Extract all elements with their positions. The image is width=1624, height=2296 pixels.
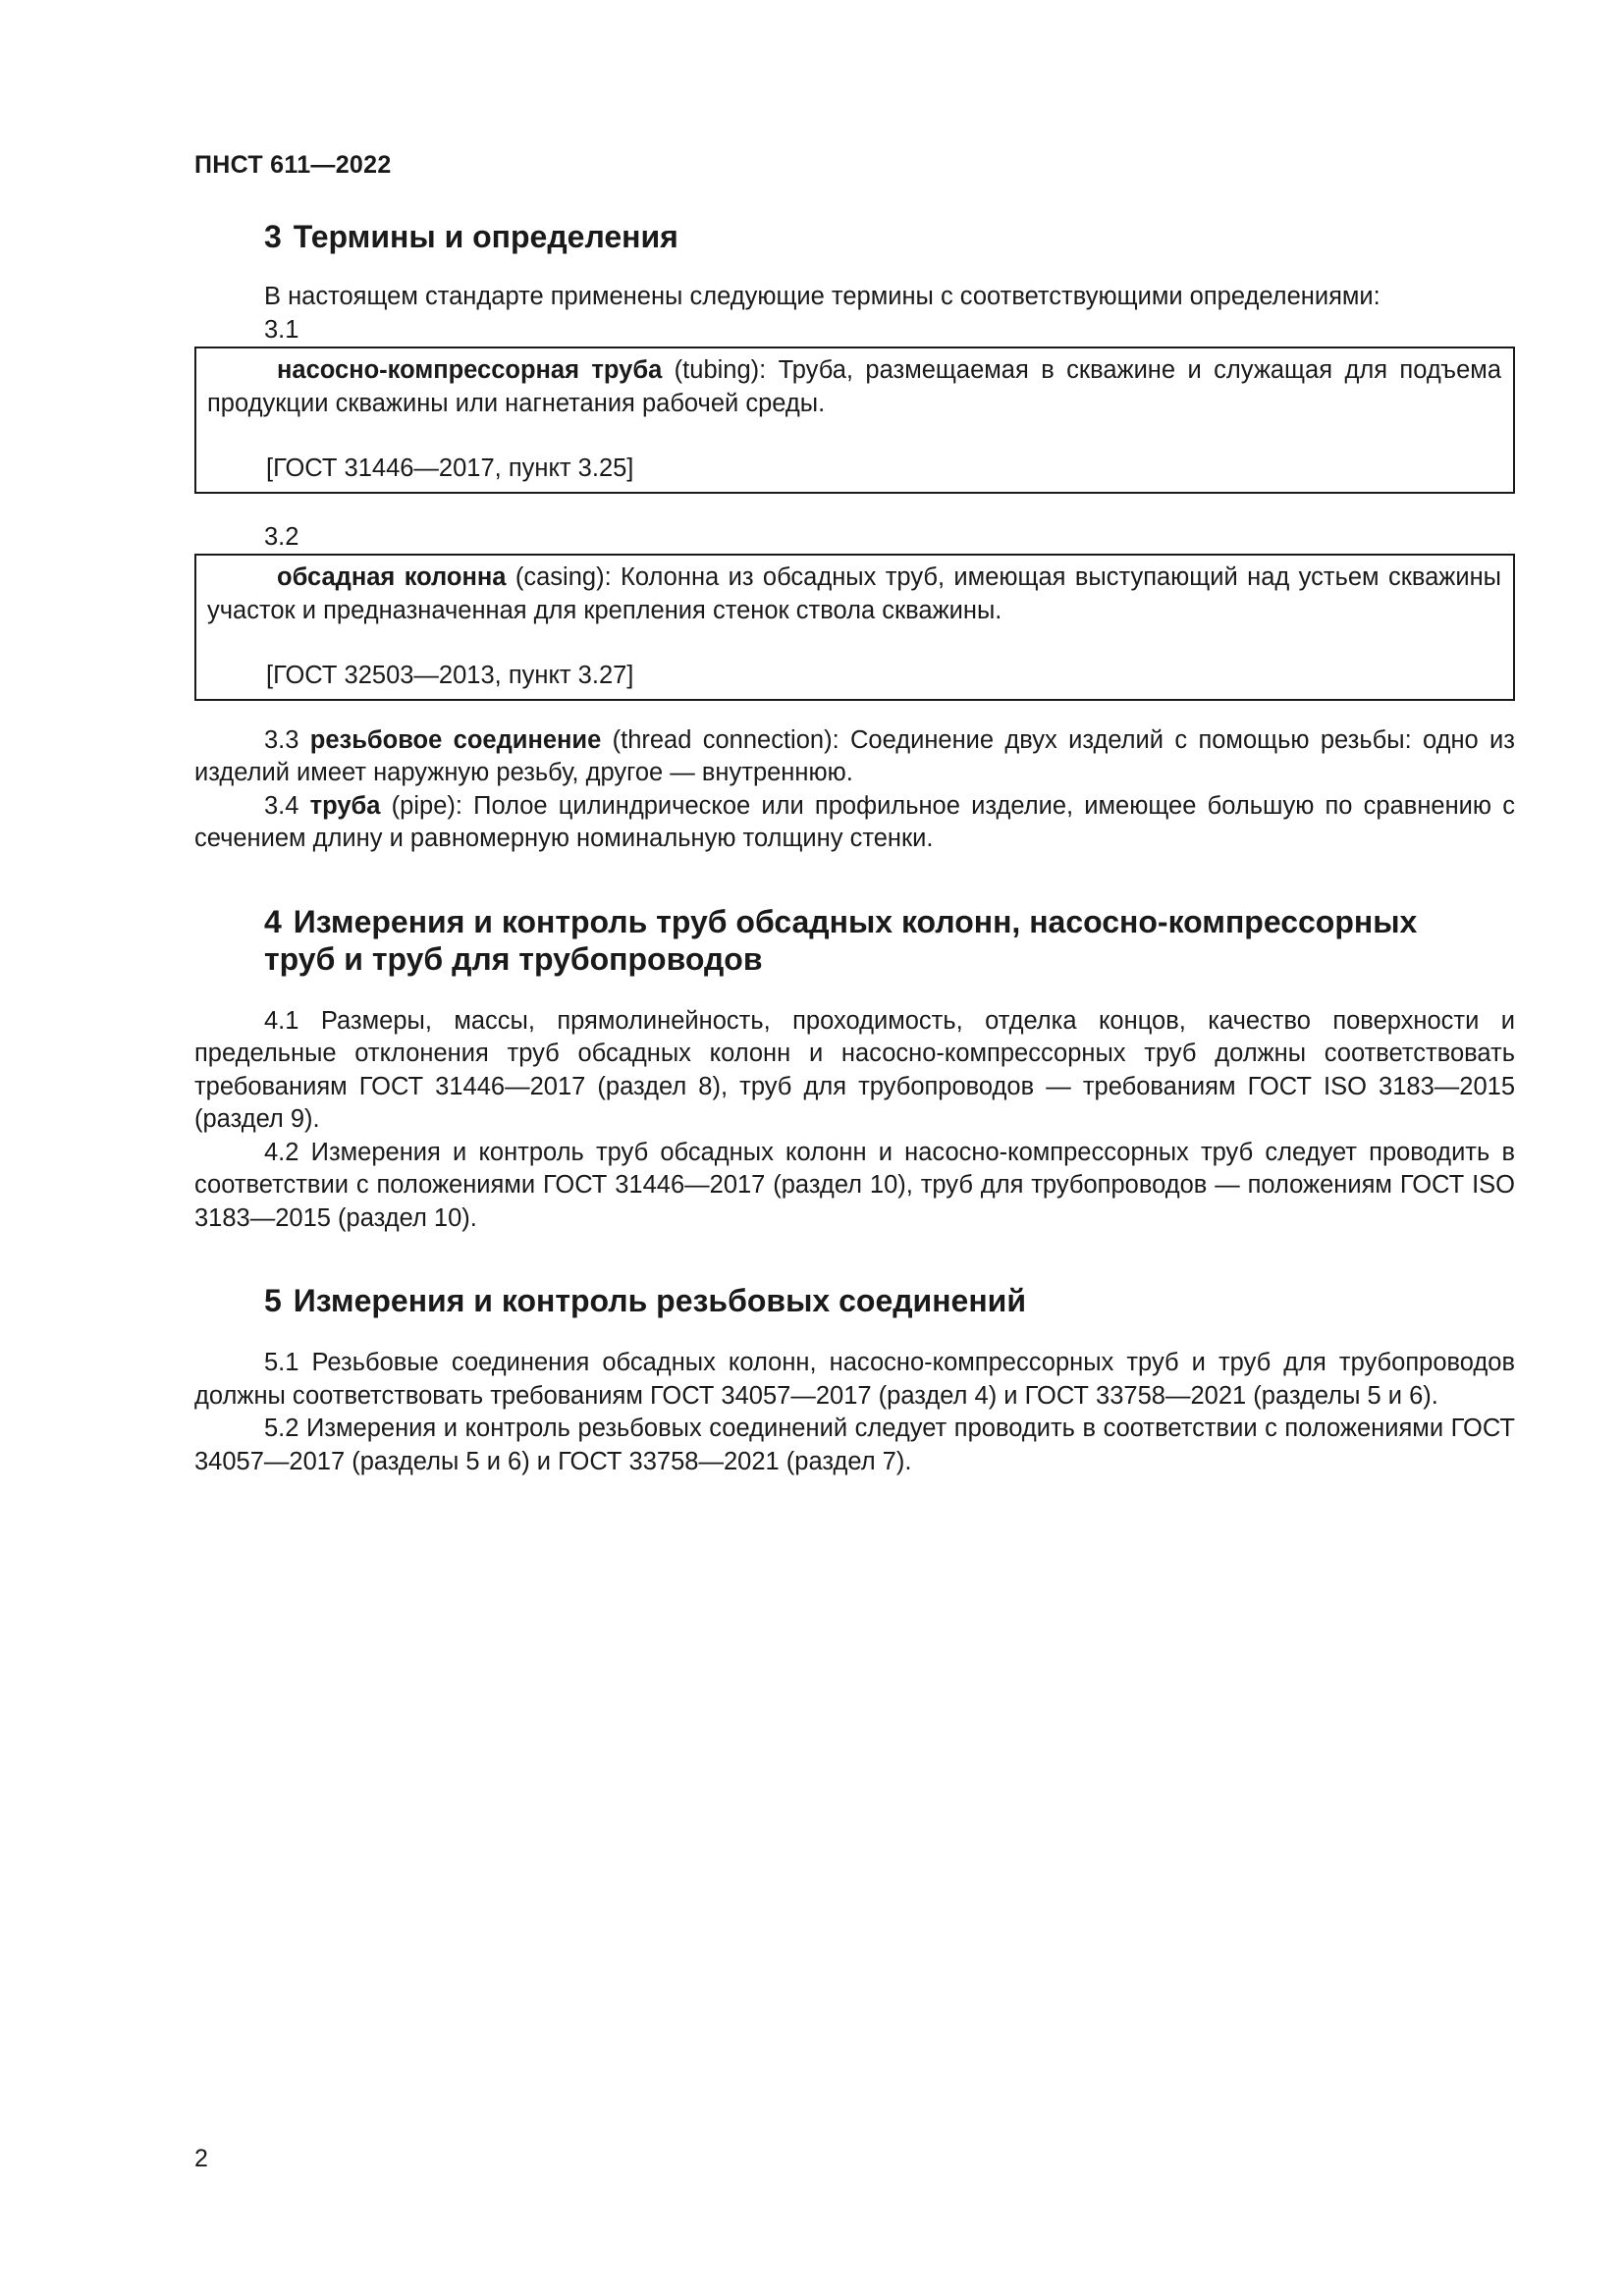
section-4-paragraph-1: 4.1 Размеры, массы, прямолинейность, проходимость, отделка концов, качество поверхности и предельные отклонения труб обсадных колонн и насосно-компрессорных труб должны соответствовать требованиям ГОСТ 31446—2017 (раздел 8), труб для трубопроводов — требованиям ГОСТ ISO 3183—2015 (раздел 9). <box>194 1006 1515 1133</box>
section-4-title: Измерения и контроль труб обсадных колонн, насосно-компрессорных труб и труб для трубопроводов <box>264 903 1418 977</box>
term-3-3-text <box>194 724 1515 790</box>
term-3-1-text <box>207 354 1501 420</box>
section-3-intro: В настоящем стандарте применены следующие термины с соответствующими определениями: <box>264 283 1380 310</box>
document-body <box>194 218 1515 1478</box>
section-4-number: 4 <box>264 903 282 939</box>
section-5-number: 5 <box>264 1283 282 1318</box>
section-5-heading <box>194 1282 1515 1319</box>
section-4-paragraph-2: 4.2 Измерения и контроль труб обсадных колонн и насосно-компрессорных труб следует проводить в соответствии с положениями ГОСТ 31446—2017 (раздел 10), труб для трубопроводов — положениям ГОСТ ISO 3183—2015 (раздел 10). <box>194 1138 1515 1232</box>
section-3-heading <box>194 218 1515 255</box>
term-3-2-reference: [ГОСТ 32503—2013, пункт 3.27] <box>266 662 634 689</box>
term-3-2-text <box>207 561 1501 627</box>
section-3-number: 3 <box>264 219 282 254</box>
term-3-2-term: обсадная колонна <box>277 563 507 591</box>
term-3-4-definition: (pipe): Полое цилиндрическое или профильное изделие, имеющее большую по сравнению с сечением длину и равномерную номинальную толщину стенки. <box>194 791 1515 852</box>
term-3-1-box <box>194 347 1515 494</box>
term-3-2-definition: (casing): Колонна из обсадных труб, имеющая выступающий над устьем скважины участок и предназначенная для крепления стенок ствола скважины. <box>207 563 1502 624</box>
section-5-paragraph-2: 5.2 Измерения и контроль резьбовых соединений следует проводить в соответствии с положениями ГОСТ 34057—2017 (разделы 5 и 6) и ГОСТ 33758—2021 (раздел 7). <box>194 1415 1515 1475</box>
term-3-4-term: труба <box>309 791 381 820</box>
term-3-3-term: резьбовое соединение <box>309 725 602 754</box>
term-3-3-definition: (thread connection): Соединение двух изделий с помощью резьбы: одно из изделий имеет наружную резьбу, другое — внутреннюю. <box>194 725 1515 786</box>
term-3-4-text <box>194 790 1515 856</box>
section-5-paragraph-1: 5.1 Резьбовые соединения обсадных колонн, насосно-компрессорных труб и труб для трубопроводов должны соответствовать требованиям ГОСТ 34057—2017 (раздел 4) и ГОСТ 33758—2021 (разделы 5 и 6). <box>194 1349 1515 1410</box>
term-3-1-number: 3.1 <box>264 315 299 344</box>
document-code: ПНСТ 611—2022 <box>194 151 392 179</box>
term-3-1-reference: [ГОСТ 31446—2017, пункт 3.25] <box>266 454 634 482</box>
term-3-1-term: насосно-компрессорная труба <box>277 356 663 384</box>
term-3-3-number: 3.3 <box>264 725 310 754</box>
section-3-title: Термины и определения <box>293 219 678 254</box>
page-number: 2 <box>194 2145 208 2172</box>
section-5-title: Измерения и контроль резьбовых соединений <box>293 1283 1027 1318</box>
term-3-1-definition: (tubing): Труба, размещаемая в скважине и служащая для подъема продукции скважины или нагнетания рабочей среды. <box>207 356 1502 417</box>
term-3-4-number: 3.4 <box>264 791 310 820</box>
term-3-2-number: 3.2 <box>264 522 299 551</box>
term-3-2-box <box>194 554 1515 701</box>
section-4-heading <box>194 903 1515 978</box>
